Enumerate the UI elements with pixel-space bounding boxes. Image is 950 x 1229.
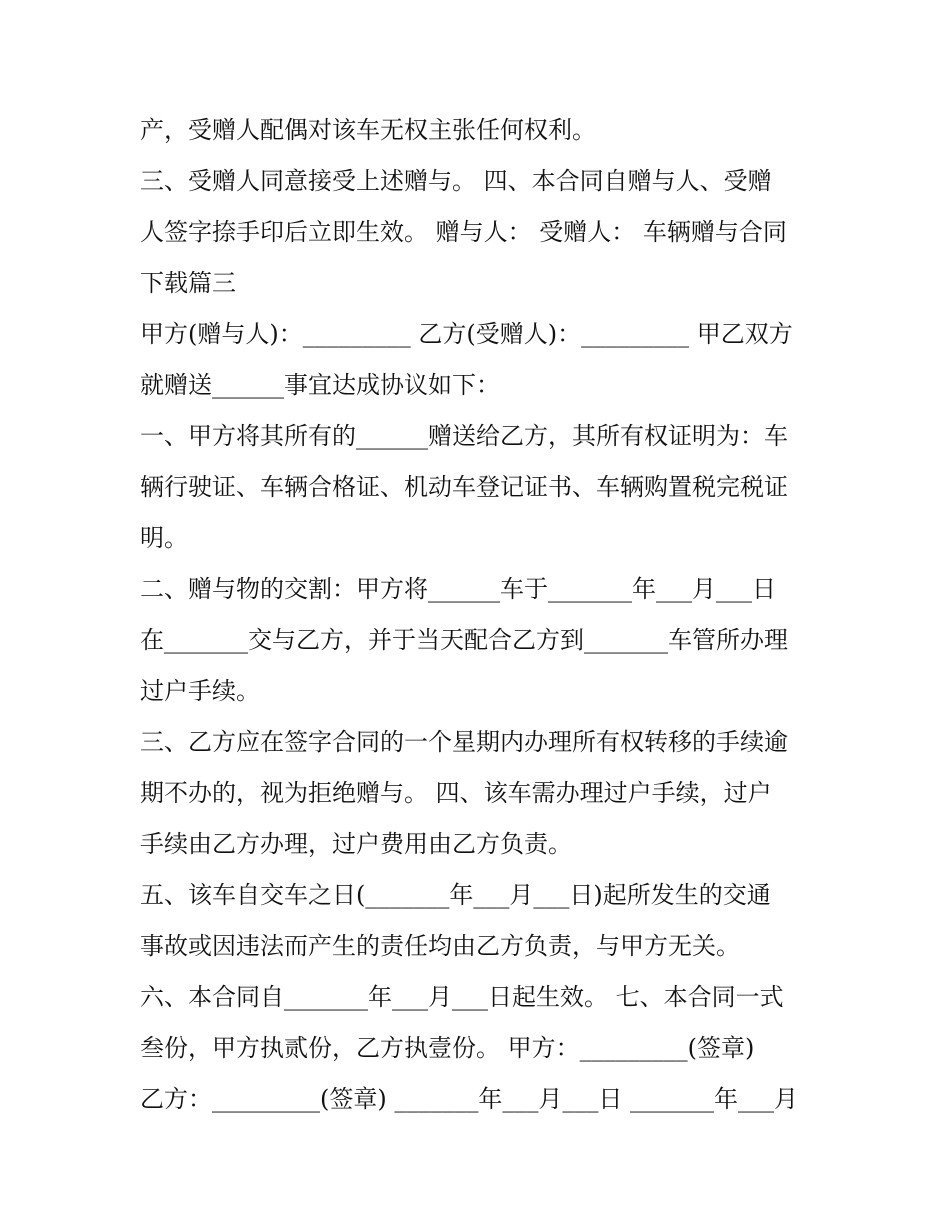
text-line: 明。 [140, 524, 188, 552]
text-line: 事故或因违法而产生的责任均由乙方负责，与甲方无关。 [140, 932, 740, 960]
text-line: 过户手续。 [140, 677, 260, 705]
text-line: 在_______交与乙方，并于当天配合乙方到_______车管所办理 [140, 626, 788, 654]
text-line: 期不办的，视为拒绝赠与。 四、该车需办理过户手续，过户 [140, 779, 772, 807]
text-line: 就赠送______事宜达成协议如下： [140, 371, 500, 399]
text-line: 产，受赠人配偶对该车无权主张任何权利。 [140, 116, 596, 144]
text-line: 辆行驶证、车辆合格证、机动车登记证书、车辆购置税完税证 [140, 473, 788, 501]
text-line: 一、甲方将其所有的______赠送给乙方，其所有权证明为：车 [140, 422, 788, 450]
text-line: 甲方(赠与人)：_________ 乙方(受赠人)：_________ 甲乙双方 [140, 320, 793, 348]
text-line: 手续由乙方办理，过户费用由乙方负责。 [140, 830, 572, 858]
text-line: 叁份，甲方执贰份，乙方执壹份。 甲方：_________(签章) [140, 1034, 755, 1062]
text-line: 二、赠与物的交割：甲方将______车于_______年___月___日 [140, 575, 776, 603]
text-line: 五、该车自交车之日(_______年___月___日)起所发生的交通 [140, 881, 771, 909]
text-line: 人签字捺手印后立即生效。 赠与人： 受赠人： 车辆赠与合同 [140, 218, 787, 246]
text-line: 三、乙方应在签字合同的一个星期内办理所有权转移的手续逾 [140, 728, 788, 756]
document-body [140, 105, 820, 1125]
text-line: 六、本合同自_______年___月___日起生效。 七、本合同一式 [140, 983, 784, 1011]
text-line: 乙方：_________(签章) _______年___月___日 _______年___月 [140, 1085, 798, 1113]
text-line: 三、受赠人同意接受上述赠与。 四、本合同自赠与人、受赠 [140, 167, 772, 195]
text-line: 下载篇三 [140, 269, 236, 297]
